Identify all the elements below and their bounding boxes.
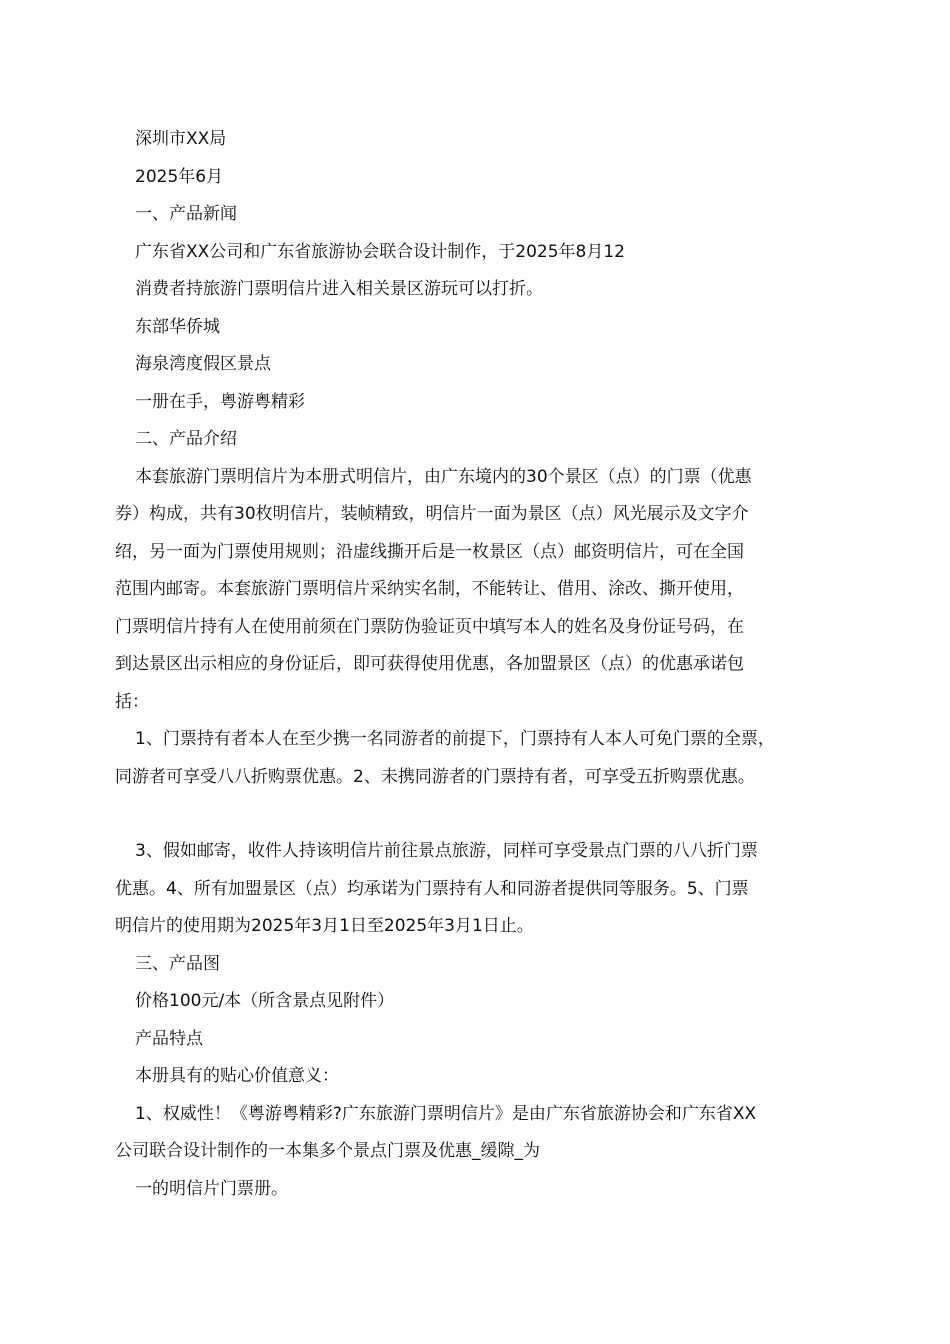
- rules-paragraph-1: [115, 721, 840, 796]
- intro-line: 门票明信片持有人在使用前须在门票防伪验证页中填写本人的姓名及身份证号码，在: [115, 616, 744, 637]
- rule-line: 3、假如邮寄，收件人持该明信片前往景点旅游，同样可享受景点门票的八八折门票: [135, 841, 758, 861]
- rule-line: 同游者可享受八八折购票优惠。2、未携同游者的门票持有者，可享受五折购票优惠。: [115, 766, 755, 787]
- rule-line: 1、门票持有者本人在至少携一名同游者的前提下，门票持有人本人可免门票的全票，: [135, 729, 775, 749]
- intro-line: 券）构成，共有30枚明信片，装帧精致，明信片一面为景区（点）风光展示及文字介: [115, 504, 749, 524]
- feature-paragraph-1: [115, 1096, 840, 1209]
- news-line-1: 广东省XX公司和广东省旅游协会联合设计制作，于2025年8月12: [135, 241, 626, 262]
- feature-line: 一的明信片门票册。: [135, 1178, 288, 1199]
- rule-line: 优惠。4、所有加盟景区（点）均承诺为门票持有人和同游者提供同等服务。5、门票: [115, 878, 749, 899]
- intro-paragraph: [115, 459, 840, 722]
- place-line-1: 东部华侨城: [135, 316, 220, 337]
- intro-line: 本套旅游门票明信片为本册式明信片，由广东境内的30个景区（点）的门票（优惠: [135, 466, 752, 487]
- date-line: 2025年6月: [135, 166, 224, 187]
- news-line-2: 消费者持旅游门票明信片进入相关景区游玩可以打折。: [135, 279, 543, 299]
- intro-line: 括：: [115, 691, 149, 712]
- section-heading-product-image: 三、产品图: [135, 953, 220, 974]
- section-heading-news: 一、产品新闻: [135, 204, 237, 224]
- intro-line: 到达景区出示相应的身份证后，即可获得使用优惠，各加盟景区（点）的优惠承诺包: [115, 654, 744, 674]
- features-intro: 本册具有的贴心价值意义：: [135, 1066, 339, 1086]
- document-body: [115, 121, 840, 1208]
- issuer-line: 深圳市XX局: [135, 129, 227, 149]
- rules-paragraph-2: [115, 833, 840, 946]
- section-heading-intro: 二、产品介绍: [135, 429, 237, 449]
- place-line-2: 海泉湾度假区景点: [135, 354, 271, 374]
- intro-line: 范围内邮寄。本套旅游门票明信片采纳实名制，不能转让、借用、涂改、撕开使用，: [115, 579, 744, 599]
- slogan-line: 一册在手，粤游粤精彩: [135, 391, 305, 412]
- price-line: 价格100元/本（所含景点见附件）: [135, 991, 395, 1011]
- rule-line: 明信片的使用期为2025年3月1日至2025年3月1日止。: [115, 916, 534, 936]
- feature-line: 1、权威性！《粤游粤精彩?广东旅游门票明信片》是由广东省旅游协会和广东省XX: [135, 1103, 757, 1124]
- paragraph-gap: [115, 796, 840, 833]
- feature-line: 公司联合设计制作的一本集多个景点门票及优惠_缓隙_为: [115, 1141, 540, 1161]
- features-heading: 产品特点: [135, 1028, 203, 1049]
- intro-line: 绍，另一面为门票使用规则；沿虚线撕开后是一枚景区（点）邮资明信片，可在全国: [115, 541, 744, 562]
